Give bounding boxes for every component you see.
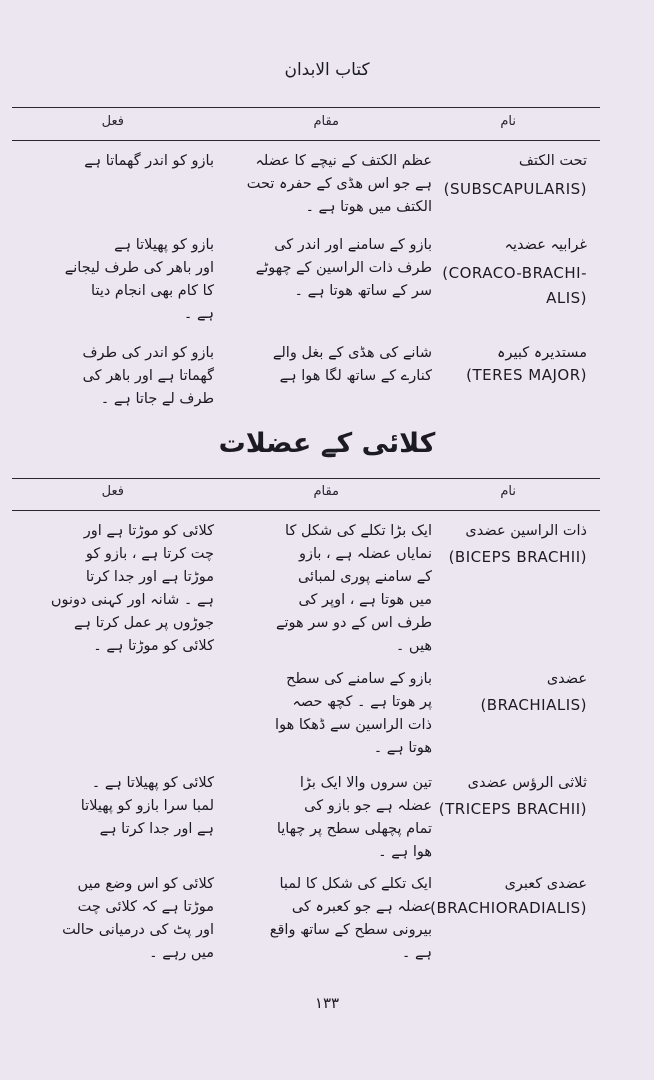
table2-header-name: نام bbox=[500, 484, 516, 499]
action-line: لمبا سرا بازو کو پھیلاتا bbox=[80, 798, 214, 814]
place-line: ھیں ۔ bbox=[395, 638, 432, 654]
action-line: کلائی کو پھیلاتا ہے ۔ bbox=[91, 775, 214, 791]
place-line: تین سروں والا ایک بڑا bbox=[299, 775, 432, 791]
action-line: چت کرتا ہے ، بازو کو bbox=[85, 546, 214, 562]
action-line: موڑتا ہے اور جدا کرتا bbox=[85, 569, 214, 585]
table1-top-rule bbox=[12, 107, 600, 108]
table-row-name-latin: (BRACHIALIS) bbox=[480, 696, 587, 714]
place-line: عضلہ ہے جو بازو کی bbox=[304, 798, 432, 814]
action-line: موڑتا ہے کہ کلائی چت bbox=[77, 899, 214, 915]
section-title: کلائی کے عضلات bbox=[218, 428, 436, 459]
place-line: کے سامنے پوری لمبائی bbox=[297, 569, 432, 585]
place-line: نمایاں عضلہ ہے ، بازو bbox=[298, 546, 432, 562]
action-line: کلائی کو موڑتا ہے اور bbox=[83, 523, 214, 539]
action-line: میں رہے ۔ bbox=[149, 945, 214, 961]
running-head: کتاب الابدان bbox=[284, 60, 370, 80]
action-line: ہے ۔ شانہ اور کہنی دونوں bbox=[50, 592, 214, 608]
place-line: کنارے کے ساتھ لگا ھوا ہے bbox=[279, 368, 432, 384]
action-line: کلائی کو موڑتا ہے ۔ bbox=[93, 638, 214, 654]
place-line: سر کے ساتھ ھوتا ہے ۔ bbox=[294, 283, 432, 299]
table-row-name-urdu: غرابیہ عضدیہ bbox=[504, 237, 587, 253]
place-line: طرف ذات الراسین کے چھوٹے bbox=[255, 260, 432, 276]
table-row-name-urdu: عضدی کعبری bbox=[504, 876, 587, 892]
place-line: عظم الکتف کے نیچے کا عضلہ bbox=[255, 153, 432, 169]
table1-header-rule bbox=[12, 140, 600, 141]
action-line: کلائی کو اس وضع میں bbox=[77, 876, 214, 892]
place-line: بازو کے سامنے کی سطح bbox=[286, 671, 432, 687]
place-line: ذات الراسین سے ڈھکا ھوا bbox=[275, 717, 432, 733]
table-row-name-latin: (BICEPS BRACHII) bbox=[448, 548, 587, 566]
table1-header-action: فعل bbox=[101, 114, 124, 129]
table-row-name-urdu: ثلاثی الرؤس عضدی bbox=[467, 775, 587, 791]
place-line: الکتف میں ھوتا ہے ۔ bbox=[305, 199, 432, 215]
table-row-name-latin: (TRICEPS BRACHII) bbox=[438, 800, 587, 818]
table-row-name-urdu: ذات الراسین عضدی bbox=[465, 523, 587, 539]
action-line: اور پٹ کی درمیانی حالت bbox=[62, 922, 214, 938]
place-line: پر ھوتا ہے ۔ کچھ حصہ bbox=[292, 694, 432, 710]
place-line: بازو کے سامنے اور اندر کی bbox=[274, 237, 432, 253]
place-line: ایک بڑا تکلے کی شکل کا bbox=[285, 523, 432, 539]
place-line: ایک تکلے کی شکل کا لمبا bbox=[279, 876, 432, 892]
table-row-name-urdu: عضدی bbox=[546, 671, 587, 687]
table2-header-place: مقام bbox=[313, 484, 339, 499]
page-number: ۱۳۳ bbox=[314, 994, 340, 1012]
action-line: ہے ۔ bbox=[183, 306, 214, 322]
table-row-name-latin: (TERES MAJOR) bbox=[466, 366, 587, 384]
action-line: اور باھر کی طرف لیجانے bbox=[64, 260, 214, 276]
action-line: بازو کو اندر کی طرف bbox=[82, 345, 214, 361]
table2-header-rule bbox=[12, 510, 600, 511]
action-line: طرف لے جاتا ہے ۔ bbox=[100, 391, 214, 407]
place-line: شانے کی ھڈی کے بغل والے bbox=[272, 345, 432, 361]
table2-top-rule bbox=[12, 478, 600, 479]
action-line: بازو کو اندر گھماتا ہے bbox=[84, 153, 214, 169]
place-line: عضلہ ہے جو کعبرہ کی bbox=[291, 899, 432, 915]
table1-header-place: مقام bbox=[313, 114, 339, 129]
table1-header-name: نام bbox=[500, 114, 516, 129]
action-line: کا کام بھی انجام دیتا bbox=[91, 283, 214, 299]
table-row-name-latin: (BRACHIORADIALIS) bbox=[430, 899, 587, 917]
table-row-name-latin: (SUBSCAPULARIS) bbox=[443, 180, 587, 198]
place-line: ہے ۔ bbox=[401, 945, 432, 961]
table-row-name-latin-cont: ALIS) bbox=[546, 289, 587, 307]
place-line: ھوا ہے ۔ bbox=[378, 844, 432, 860]
place-line: ہے جو اس ھڈی کے حفرہ تحت bbox=[246, 176, 432, 192]
place-line: تمام پچھلی سطح پر چھایا bbox=[276, 821, 432, 837]
place-line: طرف اس کے دو سر ھوتے bbox=[275, 615, 432, 631]
action-line: گھماتا ہے اور باھر کی bbox=[82, 368, 214, 384]
place-line: میں ھوتا ہے ، اوپر کی bbox=[298, 592, 432, 608]
action-line: ہے اور جدا کرتا ہے bbox=[99, 821, 214, 837]
table-row-name-urdu: مستدیرہ کبیرہ bbox=[497, 345, 587, 361]
table-row-name-latin: (CORACO-BRACHI- bbox=[442, 264, 587, 282]
action-line: بازو کو پھیلاتا ہے bbox=[114, 237, 214, 253]
table-row-name-urdu: تحت الکتف bbox=[518, 153, 587, 169]
table2-header-action: فعل bbox=[101, 484, 124, 499]
place-line: ھوتا ہے ۔ bbox=[373, 740, 432, 756]
place-line: بیرونی سطح کے ساتھ واقع bbox=[269, 922, 432, 938]
action-line: جوڑوں پر عمل کرتا ہے bbox=[74, 615, 214, 631]
